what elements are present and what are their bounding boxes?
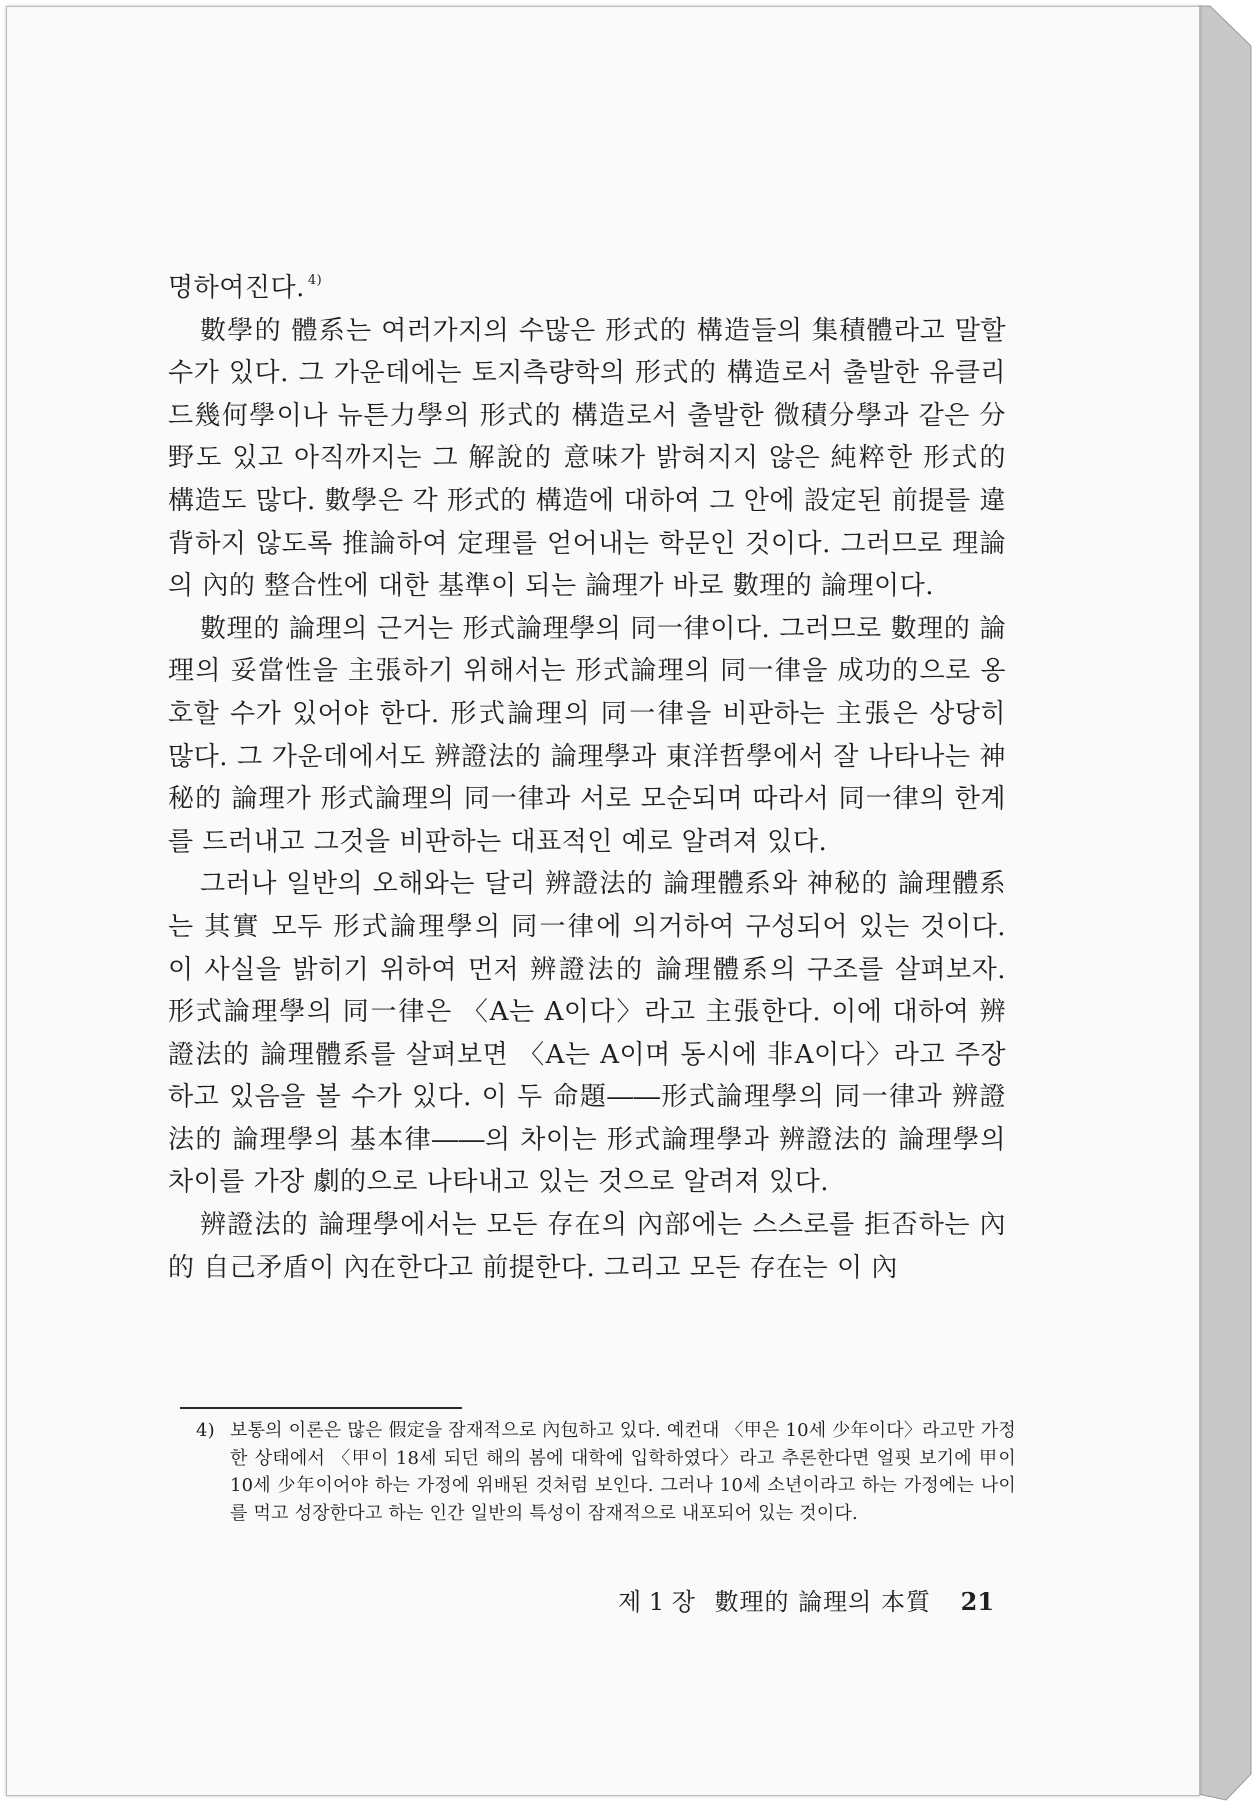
page-number: 21: [960, 1587, 995, 1616]
paragraph-4: 辨證法的 論理學에서는 모든 存在의 內部에는 스스로를 拒否하는 內的 自己矛盾이 內在한다고 前提한다. 그리고 모든 存在는 이 內: [168, 1210, 1006, 1283]
running-footer: [618, 1586, 1008, 1618]
book-edge-shape: [1198, 6, 1251, 1800]
paragraph-0-text: 명하여진다.: [168, 273, 305, 303]
footnote: [196, 1417, 1016, 1527]
footnote-number: 4): [196, 1420, 215, 1441]
paragraph-3: 그러나 일반의 오해와는 달리 辨證法的 論理體系와 神秘的 論理體系는 其實 모두 形式論理學의 同一律에 의거하여 구성되어 있는 것이다. 이 사실을 밝히기 위하여 먼저 辨證法的 論理體系의 구조를 살펴보자. 形式論理學의 同一律은 〈A는 A이다〉라고 主張한다. 이에 대하여 辨證法的 論理體系를 살펴보면 〈A는 A이며 동시에 非A이다〉라고 주장하고 있음을 볼 수가 있다. 이 두 命題――形式論理學의 同一律과 辨證法的 論理學의 基本律――의 차이는 形式論理學과 辨證法的 論理學의 차이를 가장 劇的으로 나타내고 있는 것으로 알려져 있다.: [168, 869, 1006, 1198]
footnote-reference: 4): [307, 273, 323, 288]
body-text: [168, 260, 1006, 1289]
paragraph-0: [168, 260, 1006, 310]
chapter-title: 數理的 論理의 本質: [714, 1588, 931, 1616]
paragraph-1: 數學的 體系는 여러가지의 수많은 形式的 構造들의 集積體라고 말할 수가 있다. 그 가운데에는 토지측량학의 形式的 構造로서 출발한 유클리드幾何學이나 뉴튼力學의 形式的 構造로서 출발한 微積分學과 같은 分野도 있고 아직까지는 그 解說的 意味가 밝혀지지 않은 純粹한 形式的 構造도 많다. 數學은 각 形式的 構造에 대하여 그 안에 設定된 前提를 違背하지 않도록 推論하여 定理를 얻어내는 학문인 것이다. 그러므로 理論의 內的 整合性에 대한 基準이 되는 論理가 바로 數理的 論理이다.: [168, 315, 1006, 602]
paragraph-2: 數理的 論理의 근거는 形式論理學의 同一律이다. 그러므로 數理的 論理의 妥當性을 主張하기 위해서는 形式論理의 同一律을 成功的으로 옹호할 수가 있어야 한다. 形式論理의 同一律을 비판하는 主張은 상당히 많다. 그 가운데에서도 辨證法的 論理學과 東洋哲學에서 잘 나타나는 神秘的 論理가 形式論理의 同一律과 서로 모순되며 따라서 同一律의 한계를 드러내고 그것을 비판하는 대표적인 예로 알려져 있다.: [168, 613, 1006, 857]
chapter-label: 제 1 장: [618, 1588, 695, 1616]
footnote-divider: [180, 1407, 462, 1409]
footnote-text: 보통의 이론은 많은 假定을 잠재적으로 內包하고 있다. 예컨대 〈甲은 10세 少年이다〉라고만 가정한 상태에서 〈甲이 18세 되던 해의 봄에 대학에 입학하였다〉라고 추론한다면 얼핏 보기에 甲이 10세 少年이어야 하는 가정에 위배된 것처럼 보인다. 그러나 10세 소년이라고 하는 가정에는 나이를 먹고 성장한다고 하는 인간 일반의 특성이 잠재적으로 내포되어 있는 것이다.: [230, 1420, 1016, 1524]
